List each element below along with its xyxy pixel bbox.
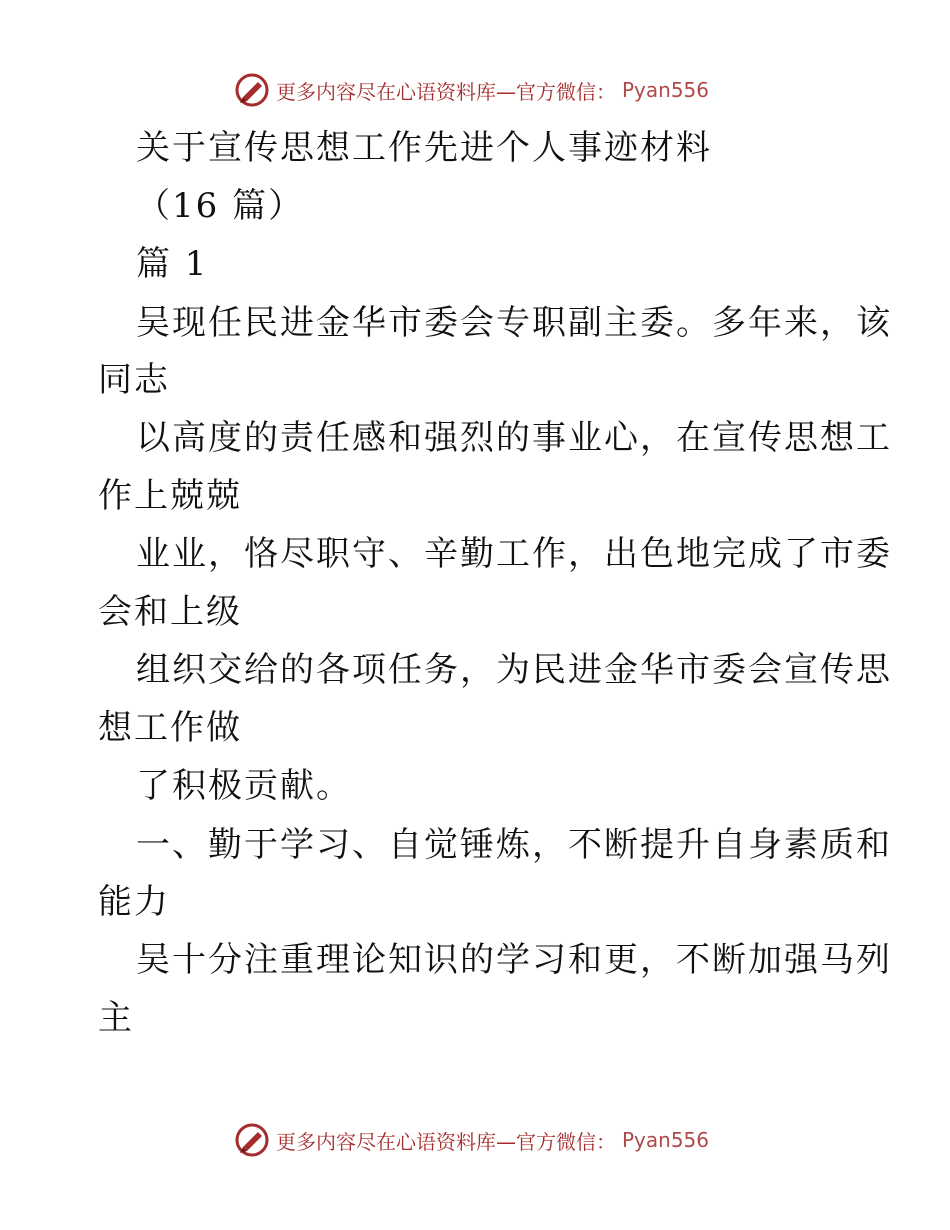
paragraph-line: 业业，恪尽职守、辛勤工作，出色地完成了市委 <box>136 534 892 574</box>
paragraph-line: 了积极贡献。 <box>136 766 352 806</box>
watermark-contact: Pyan556 <box>622 1128 710 1152</box>
paragraph-line: 同志 <box>98 360 170 400</box>
watermark-text: 更多内容尽在心语资料库—官方微信： <box>276 1129 616 1154</box>
paragraph-line: 吴现任民进金华市委会专职副主委。多年来，该 <box>136 303 892 343</box>
paragraph-line: 会和上级 <box>98 592 242 632</box>
watermark-text: 更多内容尽在心语资料库—官方微信： <box>276 79 616 104</box>
pen-logo-icon <box>234 1122 270 1158</box>
section-heading: 篇 1 <box>136 244 209 284</box>
watermark-contact: Pyan556 <box>622 78 710 102</box>
paragraph-line: 想工作做 <box>98 708 242 748</box>
pen-logo-icon <box>234 72 270 108</box>
paragraph-line: 吴十分注重理论知识的学习和更，不断加强马列 <box>136 940 892 980</box>
document-title: 关于宣传思想工作先进个人事迹材料 <box>136 128 712 168</box>
paragraph-line: 作上兢兢 <box>98 476 242 516</box>
section-subheading-continued: 能力 <box>98 882 170 922</box>
watermark-header <box>234 72 709 108</box>
watermark-footer <box>234 1122 709 1158</box>
paragraph-line: 以高度的责任感和强烈的事业心，在宣传思想工 <box>136 418 892 458</box>
paragraph-line: 主 <box>98 998 134 1038</box>
document-subtitle: （16 篇） <box>136 186 305 226</box>
paragraph-line: 组织交给的各项任务，为民进金华市委会宣传思 <box>136 650 892 690</box>
section-subheading: 一、勤于学习、自觉锤炼，不断提升自身素质和 <box>136 825 892 865</box>
